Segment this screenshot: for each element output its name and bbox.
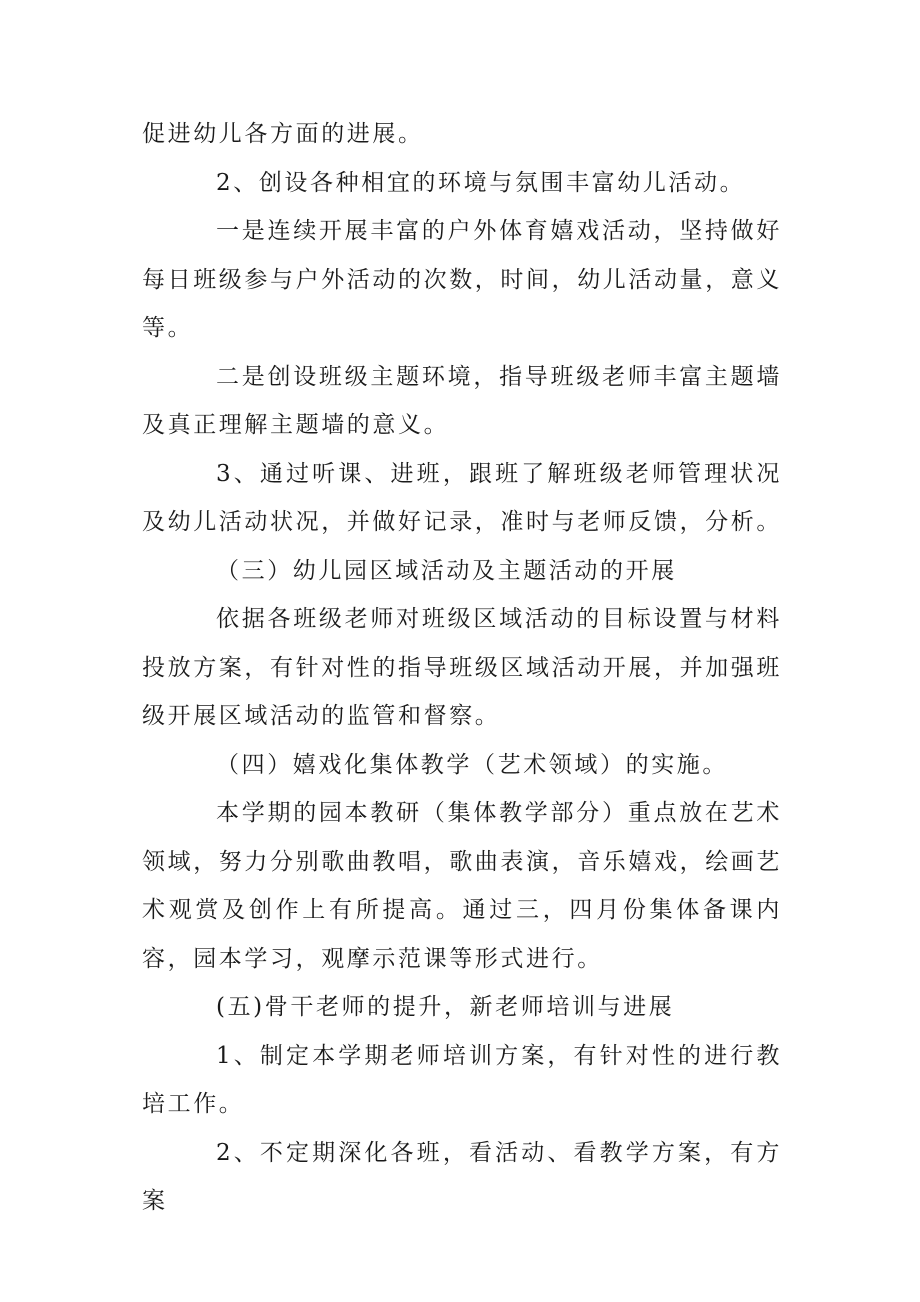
paragraph-art-teaching: 本学期的园本教研（集体教学部分）重点放在艺术领域，努力分别歌曲教唱，歌曲表演，音乐嬉戏，绘画艺术观赏及创作上有所提高。通过三，四月份集体备课内容，园本学习，观摩示范课等形式进行。	[142, 800, 782, 972]
paragraph-theme-environment: 二是创设班级主题环境，指导班级老师丰富主题墙及真正理解主题墙的意义。	[142, 363, 782, 438]
section-heading-4: （四）嬉戏化集体教学（艺术领域）的实施。	[216, 751, 728, 778]
paragraph-item-2: 2、创设各种相宜的环境与氛围丰富幼儿活动。	[216, 169, 746, 196]
document-body	[142, 110, 782, 1226]
paragraph-training-plan: 1、制定本学期老师培训方案，有针对性的进行教培工作。	[142, 1042, 782, 1117]
paragraph-continuation: 促进幼儿各方面的进展。	[142, 121, 424, 147]
paragraph-outdoor-activities: 一是连续开展丰富的户外体育嬉戏活动，坚持做好每日班级参与户外活动的次数，时间，幼儿活动量，意义等。	[142, 218, 782, 341]
section-heading-5: (五)骨干老师的提升，新老师培训与进展	[216, 994, 675, 1020]
section-heading-3: （三）幼儿园区域活动及主题活动的开展	[216, 557, 677, 584]
paragraph-area-activities: 依据各班级老师对班级区域活动的目标设置与材料投放方案，有针对性的指导班级区域活动开展，并加强班级开展区域活动的监管和督察。	[142, 606, 782, 729]
paragraph-class-visits: 2、不定期深化各班，看活动、看教学方案，有方案	[142, 1139, 782, 1214]
paragraph-item-3: 3、通过听课、进班，跟班了解班级老师管理状况及幼儿活动状况，并做好记录，准时与老师反馈，分析。	[142, 460, 782, 535]
